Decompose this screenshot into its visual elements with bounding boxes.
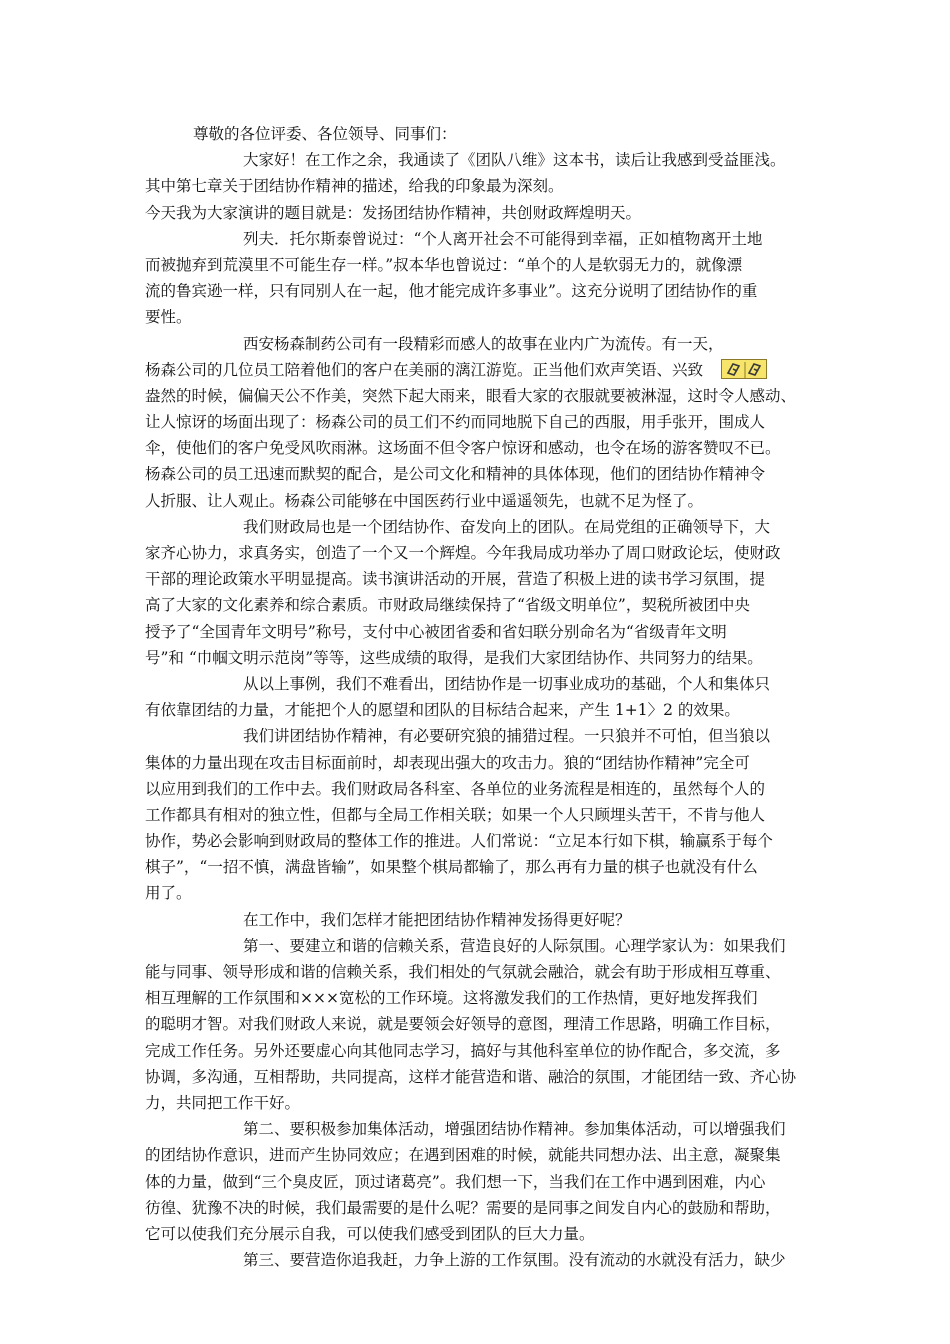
paragraph-9-line-3 xyxy=(145,985,813,1011)
paragraph-3-line-2 xyxy=(145,252,813,278)
line-text: 以应用到我们的工作中去。我们财政局各科室、各单位的业务流程是相连的，虽然每个人的 xyxy=(145,779,766,798)
paragraph-5-line-1 xyxy=(145,514,813,540)
line-text: 伞，使他们的客户免受风吹雨淋。这场面不但令客户惊讶和感动，也令在场的游客赞叹不已。 xyxy=(145,439,781,458)
paragraph-8-line-1 xyxy=(145,907,813,933)
paragraph-6-line-2 xyxy=(145,697,813,723)
paragraph-3-line-4 xyxy=(145,304,813,330)
paragraph-5-line-4 xyxy=(145,592,813,618)
line-text: 第三、要营造你追我赶，力争上游的工作氛围。没有流动的水就没有活力，缺少 xyxy=(243,1251,786,1270)
paragraph-7-line-6 xyxy=(145,854,813,880)
paragraph-2-line-1 xyxy=(145,200,813,226)
line-text: 要性。 xyxy=(145,308,192,327)
line-text: 棋子”，“一招不慎，满盘皆输”，如果整个棋局都输了，那么再有力量的棋子也就没有什么 xyxy=(145,858,758,877)
paragraph-10-line-1 xyxy=(145,1116,813,1142)
paragraph-4-line-3 xyxy=(145,383,813,409)
paragraph-7-line-1 xyxy=(145,723,813,749)
paragraph-9-line-5 xyxy=(145,1038,813,1064)
paragraph-9-line-6 xyxy=(145,1064,813,1090)
paragraph-7-line-7 xyxy=(145,880,813,906)
paragraph-4-line-1 xyxy=(145,331,813,357)
line-text: 我们讲团结协作精神，有必要研究狼的捕猎过程。一只狼并不可怕，但当狼以 xyxy=(243,727,771,746)
paragraph-5-line-3 xyxy=(145,566,813,592)
line-text: 的聪明才智。对我们财政人来说，就是要领会好领导的意图，理清工作思路，明确工作目标， xyxy=(145,1015,781,1034)
line-text: 第二、要积极参加集体活动，增强团结协作精神。参加集体活动，可以增强我们 xyxy=(243,1120,786,1139)
line-text: 的团结协作意识，进而产生协同效应；在遇到困难的时候，就能共同想办法、出主意，凝聚集 xyxy=(145,1146,781,1165)
line-text: 高了大家的文化素养和综合素质。市财政局继续保持了“省级文明单位”，契税所被团中央 xyxy=(145,596,750,615)
line-text: 相互理解的工作氛围和×××宽松的工作环境。这将激发我们的工作热情，更好地发挥我们 xyxy=(145,989,758,1008)
line-text: 今天我为大家演讲的题目就是：发扬团结协作精神，共创财政辉煌明天。 xyxy=(145,203,642,222)
line-text: 杨森公司的几位员工陪着他们的客户在美丽的漓江游览。正当他们欢声笑语、兴致 xyxy=(145,360,704,379)
greeting: 尊敬的各位评委、各位领导、同事们： xyxy=(193,125,457,143)
line-text: 工作都具有相对的独立性，但都与全局工作相关联；如果一个人只顾埋头苦干，不肯与他人 xyxy=(145,805,766,824)
paragraph-1-line-1 xyxy=(145,147,813,173)
line-text: 我们财政局也是一个团结协作、奋发向上的团队。在局党组的正确领导下，大 xyxy=(243,517,771,536)
paragraph-5-line-2 xyxy=(145,540,813,566)
paragraph-3-line-3 xyxy=(145,278,813,304)
paragraph-7-line-3 xyxy=(145,776,813,802)
line-text: 流的鲁宾逊一样，只有同别人在一起，他才能完成许多事业”。这充分说明了团结协作的重 xyxy=(145,282,758,301)
line-text: 号”和 “巾帼文明示范岗”等等，这些成绩的取得，是我们大家团结协作、共同努力的结果。 xyxy=(145,648,763,667)
paragraph-7-line-2 xyxy=(145,750,813,776)
paragraph-9-line-4 xyxy=(145,1011,813,1037)
line-text: 它可以使我们充分展示自我，可以使我们感受到团队的巨大力量。 xyxy=(145,1224,595,1243)
paragraph-4-line-6 xyxy=(145,461,813,487)
paragraph-10-line-5 xyxy=(145,1221,813,1247)
line-text: 让人惊讶的场面出现了：杨森公司的员工们不约而同地脱下自己的西服，用手张开，围成人 xyxy=(145,413,766,432)
paragraph-10-line-2 xyxy=(145,1142,813,1168)
line-text: 完成工作任务。另外还要虚心向其他同志学习，搞好与其他科室单位的协作配合，多交流，多 xyxy=(145,1041,781,1060)
paragraph-3-line-1 xyxy=(145,226,813,252)
paragraph-9-line-7 xyxy=(145,1090,813,1116)
line-text: 列夫．托尔斯泰曾说过：“个人离开社会不可能得到幸福，正如植物离开土地 xyxy=(243,229,763,248)
line-text: 彷徨、犹豫不决的时候，我们最需要的是什么呢？需要的是同事之间发自内心的鼓励和帮助， xyxy=(145,1198,781,1217)
line-text: 用了。 xyxy=(145,884,192,903)
link-object-icon[interactable] xyxy=(721,359,767,379)
line-text: 从以上事例，我们不难看出，团结协作是一切事业成功的基础，个人和集体只 xyxy=(243,674,771,693)
paragraph-7-line-4 xyxy=(145,802,813,828)
paragraph-4-line-2 xyxy=(145,357,813,383)
line-text: 授予了“全国青年文明号”称号，支付中心被团省委和省妇联分别命名为“省级青年文明 xyxy=(145,622,727,641)
paragraph-10-line-3 xyxy=(145,1169,813,1195)
line-text: 而被抛弃到荒漠里不可能生存一样。”叔本华也曾说过：“单个的人是软弱无力的，就像漂 xyxy=(145,255,743,274)
paragraph-4-line-4 xyxy=(145,409,813,435)
paragraph-10-line-4 xyxy=(145,1195,813,1221)
line-text: 能与同事、领导形成和谐的信赖关系，我们相处的气氛就会融洽，就会有助于形成相互尊重、 xyxy=(145,963,781,981)
line-text: 杨森公司的员工迅速而默契的配合，是公司文化和精神的具体体现，他们的团结协作精神令 xyxy=(145,465,766,484)
paragraph-4-line-5 xyxy=(145,435,813,461)
paragraph-7-line-5 xyxy=(145,828,813,854)
line-text: 力，共同把工作干好。 xyxy=(145,1093,301,1112)
line-text: 第一、要建立和谐的信赖关系，营造良好的人际氛围。心理学家认为：如果我们 xyxy=(243,936,786,955)
line-text: 协作，势必会影响到财政局的整体工作的推进。人们常说：“立足本行如下棋，输赢系于每个 xyxy=(145,832,773,851)
paragraph-4-line-7 xyxy=(145,488,813,514)
line-text: 有依靠团结的力量，才能把个人的愿望和团队的目标结合起来，产生 1+1〉2 的效果。 xyxy=(145,701,740,720)
line-text: 其中第七章关于团结协作精神的描述，给我的印象最为深刻。 xyxy=(145,177,564,196)
paragraph-1-line-2 xyxy=(145,173,813,199)
line-text: 体的力量，做到“三个臭皮匠，顶过诸葛亮”。我们想一下，当我们在工作中遇到困难，内心 xyxy=(145,1172,766,1191)
line-text: 协调，多沟通，互相帮助，共同提高，这样才能营造和谐、融洽的氛围，才能团结一致、齐心协 xyxy=(145,1067,797,1086)
line-text: 人折服、让人观止。杨森公司能够在中国医药行业中遥遥领先，也就不足为怪了。 xyxy=(145,491,704,510)
paragraph-9-line-1 xyxy=(145,933,813,959)
line-text: 家齐心协力，求真务实，创造了一个又一个辉煌。今年我局成功举办了周口财政论坛，使财政 xyxy=(145,544,781,562)
line-text: 大家好！在工作之余，我通读了《团队八维》这本书，读后让我感到受益匪浅。 xyxy=(243,151,786,170)
paragraph-11-line-1 xyxy=(145,1247,813,1273)
line-text: 西安杨森制药公司有一段精彩而感人的故事在业内广为流传。有一天， xyxy=(243,334,724,353)
line-text: 干部的理论政策水平明显提高。读书演讲活动的开展，营造了积极上进的读书学习氛围，提 xyxy=(145,570,766,589)
line-text: 盎然的时候，偏偏天公不作美，突然下起大雨来，眼看大家的衣服就要被淋湿，这时令人感动、 xyxy=(145,386,797,405)
line-text: 集体的力量出现在攻击目标面前时，却表现出强大的攻击力。狼的“团结协作精神”完全可 xyxy=(145,753,750,772)
line-text: 在工作中，我们怎样才能把团结协作精神发扬得更好呢？ xyxy=(243,910,631,929)
paragraph-9-line-2 xyxy=(145,959,813,985)
paragraph-5-line-5 xyxy=(145,619,813,645)
document-body xyxy=(145,121,813,1273)
paragraph-6-line-1 xyxy=(145,671,813,697)
paragraph-5-line-6 xyxy=(145,645,813,671)
